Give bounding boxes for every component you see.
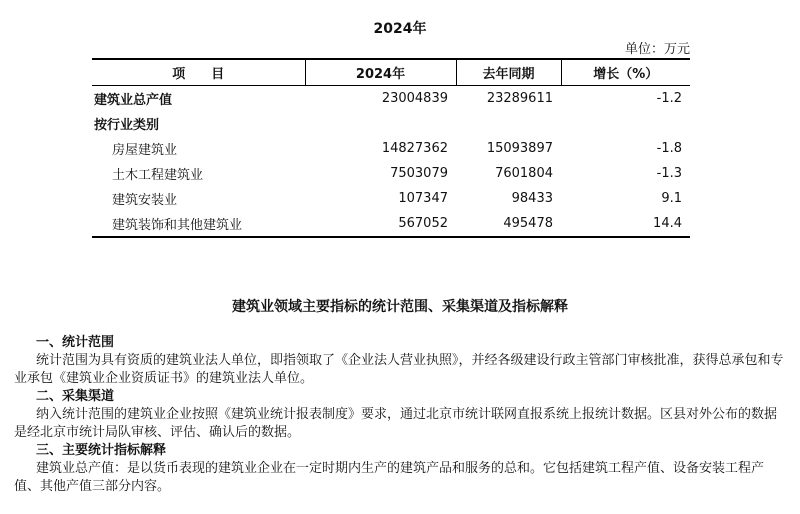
value-growth	[561, 111, 690, 136]
value-previous	[456, 111, 561, 136]
table-row	[92, 136, 690, 161]
value-2024	[305, 111, 456, 136]
column-header-2024: 2024年	[305, 59, 456, 86]
section-paragraph: 统计范围为具有资质的建筑业法人单位，即指领取了《企业法人营业执照》，并经各级建设行政主管部门审核批准，获得总承包和专业承包《建筑业企业资质证书》的建筑业法人单位。	[14, 353, 784, 386]
unit-label: 单位：万元	[624, 42, 690, 57]
value-previous: 98433	[511, 191, 553, 206]
table-header-row	[92, 59, 690, 86]
row-label: 建筑业总产值	[94, 93, 173, 108]
row-label: 建筑安装业	[112, 193, 178, 208]
section-heading: 一、统计范围	[36, 335, 115, 350]
value-previous: 495478	[456, 211, 561, 237]
value-growth: 9.1	[661, 191, 682, 206]
value-growth: -1.3	[656, 166, 682, 181]
table-row	[92, 161, 690, 186]
column-header-previous: 去年同期	[456, 59, 561, 86]
column-header-item: 项 目	[92, 59, 305, 86]
section-heading: 二、采集渠道	[36, 389, 115, 404]
row-label: 土木工程建筑业	[112, 168, 204, 183]
value-2024: 107347	[398, 191, 448, 206]
section-paragraph: 建筑业总产值：是以货币表现的建筑业企业在一定时期内生产的建筑产品和服务的总和。它包括建筑工程产值、设备安装工程产值、其他产值三部分内容。	[14, 461, 765, 494]
table-row	[92, 211, 690, 237]
value-growth: -1.8	[656, 141, 682, 156]
row-label: 按行业类别	[94, 118, 160, 133]
table-row	[92, 186, 690, 211]
column-header-growth: 增长（%）	[561, 59, 690, 86]
notes-title: 建筑业领域主要指标的统计范围、采集渠道及指标解释	[232, 299, 568, 315]
value-2024: 567052	[305, 211, 456, 237]
table-row	[92, 111, 690, 136]
section-paragraph: 纳入统计范围的建筑业企业按照《建筑业统计报表制度》要求，通过北京市统计联网直报系统上报统计数据。区县对外公布的数据是经北京市统计局队审核、评估、确认后的数据。	[14, 407, 778, 440]
row-label: 建筑装饰和其他建筑业	[92, 211, 305, 237]
notes-body	[14, 334, 786, 496]
row-label: 房屋建筑业	[112, 143, 178, 158]
value-previous: 15093897	[486, 141, 553, 156]
section-heading: 三、主要统计指标解释	[36, 443, 167, 458]
value-2024: 23004839	[381, 91, 448, 106]
table-year-title: 2024年	[373, 21, 427, 37]
table-row	[92, 86, 690, 112]
value-previous: 23289611	[486, 91, 553, 106]
value-2024: 14827362	[381, 141, 448, 156]
value-growth: -1.2	[656, 91, 682, 106]
statistics-table	[92, 58, 690, 238]
value-2024: 7503079	[390, 166, 448, 181]
value-growth: 14.4	[561, 211, 690, 237]
value-previous: 7601804	[495, 166, 553, 181]
